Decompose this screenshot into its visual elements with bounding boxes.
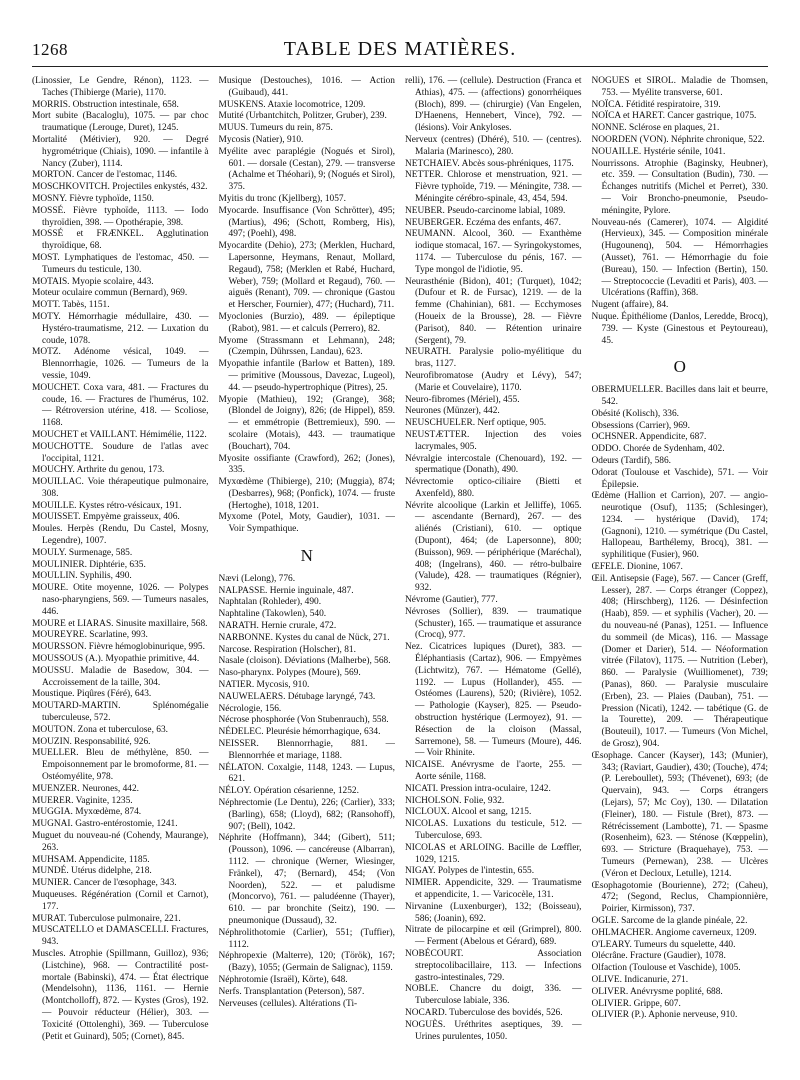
index-entry: Nerveuses (cellules). Altérations (Ti- [218, 998, 358, 1009]
index-entry: OBERMUELLER. Bacilles dans lait et beurre, 542. [591, 385, 768, 407]
index-entry: Nugent (affaire), 84. [591, 300, 669, 311]
index-entry: NICOLAS. Luxations du testicule, 512. — Tuberculose, 693. [405, 819, 582, 841]
index-entry: NICAISE. Anévrysme de l'aorte, 255. — Aorte sénile, 1168. [405, 760, 582, 783]
index-entry: Nez. Cicatrices lupiques (Duret), 383. — Éléphantiasis (Cartaz), 906. — Empyèmes (Lichtwitz), 767. — Hématome (Gellé), 1192. — Lupus (Hollander), 455. — Ostéomes (Laurens), 520; (Rivière), 1052. — Pathologie (Kayser), 825. — Pseudo-obstruction hystérique (Lermoyez), 91. — Résection de la cloison (Massal, Sarremone), 58. — Tumeurs (Moure), 446. — Voir Rhinite. [405, 642, 582, 759]
index-entry: Œdème (Hallion et Carrion), 207. — angio-neurotique (Osuf), 1135; (Schlesinger), 1234. — hystérique (David), 174; (Gagnoni), 1210. — symétrique (Du Castel, Hallopeau, Barthélemy, Brocq), 381. — syphilitique (Fusier), 960. [591, 491, 768, 561]
index-entry: Narcose. Respiration (Holscher), 81. [218, 644, 356, 655]
index-entry: OLIVIER (P.). Aphonie nerveuse, 910. [591, 1010, 738, 1021]
index-entry: MOUCHY. Arthrite du genou, 173. [32, 465, 165, 476]
index-entry: Névroses (Sollier), 839. — traumatique (Schuster), 165. — traumatique et assurance (Crocq), 977. [405, 606, 582, 641]
index-entry: Nécrose phosphorée (Von Stubenrauch), 558. [218, 715, 389, 726]
index-entry: MORTON. Cancer de l'estomac, 1146. [32, 170, 178, 181]
index-entry: MUERER. Vaginite, 1235. [32, 795, 133, 806]
index-entry: Névralgie intercostale (Chenouard), 192. — spermatique (Donath), 490. [405, 453, 582, 476]
index-entry: NICHOLSON. Folie, 932. [405, 795, 505, 806]
index-entry: Néphrotomie (Israël), Körte), 648. [218, 974, 348, 985]
index-entry: MOUILLAC. Voie thérapeutique pulmonaire, 308. [32, 477, 209, 499]
index-entry: Neurones (Münzer), 442. [405, 406, 500, 417]
index-entry: Nirvanine (Luxenburger), 132; (Boisseau), 586; (Joanin), 692. [405, 901, 582, 924]
index-entry: Myopie (Mathieu), 192; (Grange), 368; (Blondel de Joigny), 826; (de Hippel), 859. — et emmétropie (Bettremieux), 590. — scolaire (Motais), 443. — traumatique (Bouchart), 704. [218, 394, 395, 452]
index-entry: NEUSCHUELER. Nerf optique, 905. [405, 418, 547, 429]
index-entry: Muguet du nouveau-né (Cohendy, Maurange), 263. [32, 831, 209, 853]
index-entry: NARBONNE. Kystes du canal de Nück, 271. [218, 632, 390, 643]
index-entry: Mort subite (Bacaloglu), 1075. — par choc traumatique (Lerouge, Duret), 1245. [32, 111, 209, 134]
index-entry: NOGUÈS. Uréthrites aseptiques, 39. — Urines purulentes, 1050. [405, 1019, 582, 1042]
index-entry: Néphrectomie (Le Dentu), 226; (Carlier), 333; (Barling), 658; (Lloyd), 682; (Ransohoff), 907; (Bell), 1042. [218, 798, 395, 832]
index-entry: MOSNY. Fièvre typhoïde, 1150. [32, 193, 154, 204]
index-entry: Néphrite (Hoffmann), 344; (Gibert), 511; (Pousson), 1096. — cancéreuse (Albarran), 1112. — chronique (Werner, Wiesinger, Fränkel), 47; (Bernard), 454; (Von Noorden), 522. — et paludisme (Moncorvo), 761. — paludéenne (Thayer), 610. — par bronchite (Seitz), 190. — pneumonique (Dussaud), 32. [218, 833, 395, 926]
index-entry: MUGNAI. Gastro-entérostomie, 1241. [32, 819, 178, 830]
index-entry: MOUISSET. Empyème graisseux, 406. [32, 512, 180, 523]
index-entry: Odeurs (Tardif), 586. [591, 455, 672, 466]
index-entry: Névrome (Gautier), 777. [405, 595, 498, 606]
index-entry: MOULY. Surmenage, 585. [32, 547, 133, 558]
index-entry: NEURATH. Paralysie polio-myélitique du bras, 1127. [405, 347, 582, 370]
index-entry: Nuque. Épithéliome (Danlos, Leredde, Brocq), 739. — Kyste (Ginestous et Peytoureau), 45. [591, 311, 768, 346]
index-entry: Myocarde. Insuffisance (Von Schrötter), 495; (Martius), 496; (Schott, Romberg, His), 497; (Poehl), 498. [218, 205, 395, 240]
page-title: TABLE DES MATIÈRES. [283, 38, 517, 60]
index-entry: Nécrologie, 156. [218, 703, 282, 714]
index-entry: Myélite avec paraplégie (Nogués et Sirol), 601. — dorsale (Cestan), 279. — transverse (Achalme et Théohari), 9; (Nogués et Sirol), 375. [218, 146, 395, 193]
index-entry: Obsessions (Carrier), 969. [591, 420, 690, 431]
index-column-3 [405, 76, 582, 1066]
index-entry: Naphtaline (Takowlen), 540. [218, 609, 327, 620]
index-entry: Myome (Strassmann et Lehmann), 248; (Czempin, Dührssen, Landau), 623. [218, 335, 395, 358]
index-columns [32, 76, 768, 1066]
index-entry: Néphrolithotomie (Carlier), 551; (Tuffier), 1112. [218, 927, 395, 950]
index-entry: Névrite alcoolique (Larkin et Jelliffe), 1065. — ascendante (Bernard), 267. — des aliénés (Cristiani), 610. — optique (Dupont), 464; (de Lapersonne), 800; (Buisson), 969. — périphérique (Maréchal), 408; (Ingelrans), 460. — rétro-bulbaire (Valude), 428. — traumatiques (Régnier), 932. [405, 500, 582, 594]
index-entry: relli), 176. — (cellule). Destruction (Franca et Athias), 475. — (affections) gonorrhéiques (Bloch), 899. — (chirurgie) (Van Engelen, D'Haenens, Hennebert, Vince), 792. — (lésions). Voir Ankyloses. [405, 76, 582, 134]
index-entry: MUNIER. Cancer de l'œsophage, 343. [32, 878, 177, 889]
index-entry: Moteur oculaire commun (Bernard), 969. [32, 288, 188, 299]
index-entry: MOUTON. Zona et tuberculose, 63. [32, 724, 168, 735]
index-entry: NETTER. Chlorose et menstruation, 921. — Fièvre typhoïde, 719. — Méningite, 738. — Méningite cérébro-spinale, 43, 454, 594. [405, 170, 582, 204]
index-entry: Mycosis (Natier), 910. [218, 134, 304, 145]
index-entry: OLIVER. Anévrysme poplité, 688. [591, 986, 723, 997]
index-entry: Nitrate de pilocarpine et œil (Grimprel), 800. — Ferment (Abelous et Gérard), 689. [405, 925, 582, 948]
index-entry: Nourrissons. Atrophie (Baginsky, Heubner), etc. 359. — Consultation (Budin), 730. — Échanges nutritifs (Michel et Perret), 330. — Voir Broncho-pneumonie, Pseudo-méningite, Pylore. [591, 158, 768, 216]
index-entry: MOTZ. Adénome vésical, 1049. — Blennorrhagie, 1026. — Tumeurs de la vessie, 1049. [32, 347, 209, 381]
index-entry: Naphtalan (Rohleder), 490. [218, 597, 322, 608]
index-entry: Nerveux (centres) (Dhéré), 510. — (centres). Malaria (Marinesco), 280. [405, 134, 582, 157]
index-entry: Nerfs. Transplantation (Peterson), 587. [218, 986, 365, 997]
index-entry: NÉLATON. Coxalgie, 1148, 1243. — Lupus, 621. [218, 762, 395, 785]
index-entry: NIGAY. Polypes de l'intestin, 655. [405, 866, 535, 877]
index-entry: Myocardite (Dehio), 273; (Merklen, Huchard, Lapersonne, Heymans, Renaut, Mollard, Regaud), 758; (Merklen et Rabé, Huchard, Weber), 759; (Mollard et Regaud), 760. — aiguës (Renant), 709. — chronique (Gastou et Herscher, Fournier), 477; (Huchard), 711. [218, 241, 395, 311]
index-column-4 [592, 76, 769, 1066]
index-entry: Neurofibromatose (Audry et Lévy), 547; (Marie et Couvelaire), 1170. [405, 370, 582, 393]
index-entry: MOULINIER. Diphtérie, 635. [32, 559, 146, 570]
index-entry: NIMIER. Appendicite, 329. — Traumatisme et appendicite, 1. — Varicocèle, 131. [405, 878, 582, 900]
index-entry: MOULLIN. Syphilis, 490. [32, 571, 132, 582]
index-entry: MOURE et LIARAS. Sinusite maxillaire, 568. [32, 618, 208, 629]
index-entry: Naso-pharynx. Polypes (Moure), 569. [218, 668, 361, 679]
index-entry: Œsophage. Cancer (Kayser), 143; (Munier), 343; (Raviart, Gaudier), 430; (Touche), 474; (P. Lereboullet), 593; (Thévenet), 693; (de Quervain), 943. — Corps étrangers (Lejars), 57; Mc Coy), 130. — Dilatation (Fleiner), 180. — Fistule (Bret), 873. — Rétrécissement (Lambotte), 71. — Spasme (Rosenheim), 623. — Sténose (Kœppelin), 693. — Stricture (Braquehaye), 753. — Tumeurs (Pernewan), 238. — Ulcères (Véron et Decloux, Letulle), 1214. [591, 750, 768, 879]
index-entry: MOUILLE. Kystes rétro-vésicaux, 191. [32, 500, 182, 511]
index-entry: MOUCHOTTE. Soudure de l'atlas avec l'occipital, 1121. [32, 441, 209, 464]
index-entry: MOTT. Tabès, 1151. [32, 300, 110, 311]
index-entry: MOUREYRE. Scarlatine, 993. [32, 630, 148, 641]
index-entry: NOÏCA. Fétidité respiratoire, 319. [591, 99, 721, 110]
index-entry: MOSSÉ. Fièvre typhoïde, 1113. — Iodo thyroïdien, 398. — Opothérapie, 398. [32, 205, 209, 228]
index-entry: Myitis du tronc (Kjellberg), 1057. [218, 193, 346, 204]
index-entry: Odorat (Toulouse et Vaschide), 571. — Voir Épilepsie. [591, 467, 768, 490]
index-entry: MUSKENS. Ataxie locomotrice, 1209. [218, 99, 366, 110]
index-entry: Olécrâne. Fracture (Gaudier), 1078. [591, 951, 726, 962]
index-entry: NETCHAIEV. Abcès sous-phréniques, 1175. [405, 158, 574, 169]
index-entry: MOUTARD-MARTIN. Splénomégalie tuberculeuse, 572. [32, 701, 209, 724]
page-header [32, 38, 768, 64]
index-entry: Myxœdème (Thibierge), 210; (Muggia), 874; (Desbarres), 968; (Ponfick), 1074. — fruste (Hertoghe), 1018, 1201. [218, 477, 395, 511]
index-entry: Mortalité (Métivier), 920. — Degré hygrométrique (Chiais), 1090. — infantile à Nancy (Zuber), 1114. [32, 134, 209, 169]
index-entry: ODDO. Chorée de Sydenham, 402. [591, 444, 725, 455]
index-entry: Muqueuses. Régénération (Cornil et Carnot), 177. [32, 889, 209, 912]
index-entry: NEUBER. Pseudo-carcinome labial, 1089. [405, 205, 566, 216]
index-column-2 [219, 76, 396, 1066]
index-entry: MOUSSOUS (A.). Myopathie primitive, 44. [32, 654, 200, 665]
section-letter: O [673, 357, 686, 377]
index-column-1 [32, 76, 209, 1066]
index-entry: NÉDELEC. Pleurésie hémorrhagique, 634. [218, 727, 381, 738]
index-entry: Moules. Herpès (Rendu, Du Castel, Mosny, Legendre), 1007. [32, 524, 209, 547]
index-entry: Nasale (cloison). Déviations (Malherbe), 568. [218, 656, 391, 667]
index-entry: MUHSAM. Appendicite, 1185. [32, 854, 150, 865]
index-entry: Nouveau-nés (Camerer), 1074. — Algidité (Hervieux), 345. — Composition minérale (Hugounenq), 504. — Hémorrhagies (Ausset), 761. — Hémorrhagie du foie (Bureau), 150. — Infection (Bertin), 150. — Streptococcie (Levaditi et Paris), 403. — Ulcérations (Raffin), 368. [591, 217, 768, 299]
index-entry: NAUWELAERS. Détubage laryngé, 743. [218, 691, 376, 702]
index-entry: Myxome (Potel, Moty, Gaudier), 1031. — Voir Sympathique. [218, 512, 395, 535]
index-entry: MOURE. Otite moyenne, 1026. — Polypes naso-pharyngiens, 569. — Tumeurs nasales, 446. [32, 583, 209, 617]
index-entry: NEUSTÆTTER. Injection des voies lacrymales, 905. [405, 429, 582, 452]
index-entry: Myopathie infantile (Barlow et Batten), 189. — primitive (Moussous, Davezac, Lugeol), 44. — pseudo-hypertrophique (Pitres), 25. [218, 359, 395, 393]
index-entry: OGLE. Sarcome de la glande pinéale, 22. [591, 915, 748, 926]
index-entry: MOUCHET. Coxa vara, 481. — Fractures du coude, 16. — Fractures de l'humérus, 102. — Rétroversion utérine, 418. — Scoliose, 1168. [32, 382, 209, 429]
index-entry: MOURSSON. Fièvre hémoglobinurique, 995. [32, 642, 205, 653]
index-entry: MOSCHKOVITCH. Projectiles enkystés, 432. [32, 182, 208, 193]
index-entry: Néphropexie (Malterre), 120; (Török), 167; (Bazy), 1055; (Germain de Salignac), 1159. [218, 951, 395, 974]
page-number: 1268 [32, 40, 68, 59]
index-entry: Œil. Antisepsie (Fage), 567. — Cancer (Greff, Lesser), 287. — Corps étranger (Coppez), 408; (Hirschberg), 1126. — Désinfection (Haab), 859. — et syphilis (Vacher), 20. — du nouveau-né (Panas), 1251. — Influence du sommeil (de Micas), 116. — Massage (Domer et Darier), 514. — Néoformation vitrée (Filatov), 1175. — Nutrition (Leber), 860. — Paralysie (Wuilliomenet), 739; (Panas), 860. — Paralysie musculaire (Erben), 23. — Plaies (Dauban), 751. — Pression (Nicati), 1242. — tabétique (G. de la Tourette), 209. — Thérapeutique (Bouteuil), 1017. — Tumeurs (Von Michel, de Grosz), 904. [591, 573, 768, 750]
index-entry: NOGUÈS et SIROL. Maladie de Thomsen, 753. — Myélite transverse, 601. [591, 76, 768, 98]
index-entry: MOST. Lymphatiques de l'estomac, 450. — Tumeurs du testicule, 130. [32, 252, 209, 275]
index-entry: NEUBERGER. Eczéma des enfants, 467. [405, 217, 561, 228]
index-entry: NOBÉCOURT. Association streptocolibacillaire, 113. — Infections gastro-intestinales, 729. [405, 948, 582, 983]
index-entry: MURAT. Tuberculose pulmonaire, 221. [32, 913, 181, 924]
index-entry: NOCARD. Tuberculose des bovidés, 526. [405, 1007, 563, 1018]
index-entry: NOBLE. Chancre du doigt, 336. — Tuberculose labiale, 336. [405, 984, 582, 1007]
index-entry: OLIVIER. Grippe, 607. [591, 998, 681, 1009]
index-entry: OLIVE. Indicanurie, 271. [591, 974, 689, 985]
index-entry: Moustique. Piqûres (Féré), 643. [32, 689, 152, 700]
index-entry: MUELLER. Bleu de méthylène, 850. — Empoisonnement par le bromoforme, 81. — Ostéomyélite, 978. [32, 748, 209, 783]
index-entry: MOSSÉ et FRÆNKEL. Agglutination thyroïdique, 68. [32, 229, 209, 252]
index-entry: NEISSER. Blennorrhagie, 881. — Blennorrhée et mariage, 1188. [218, 739, 395, 761]
index-entry: MOUCHET et VAILLANT. Hémimélie, 1122. [32, 429, 207, 440]
index-entry: NICATI. Pression intra-oculaire, 1242. [405, 783, 551, 794]
index-entry: Nævi (Lelong), 776. [218, 573, 296, 584]
index-entry: NONNE. Sclérose en plaques, 21. [591, 123, 720, 134]
index-entry: O'LEARY. Tumeurs du squelette, 440. [591, 939, 736, 950]
index-entry: Neuro-fibromes (Mériel), 455. [405, 394, 520, 405]
index-entry: MUSCATELLO et DAMASCELLI. Fractures, 943. [32, 925, 209, 948]
index-entry: MOTY. Hémorrhagie médullaire, 430. — Hystéro-traumatisme, 212. — Luxation du coude, 1078. [32, 311, 209, 346]
index-entry: (Linossier, Le Gendre, Rénon), 1123. — Taches (Thibierge (Marie), 1170. [32, 76, 209, 98]
index-entry: NOÏCA et HARET. Cancer gastrique, 1075. [591, 111, 757, 122]
index-entry: MORRIS. Obstruction intestinale, 658. [32, 99, 179, 110]
index-entry: NICLOUX. Alcool et sang, 1215. [405, 807, 532, 818]
index-entry: NEUMANN. Alcool, 360. — Exanthème iodique stomacal, 167. — Syringokystomes, 1174. — Tuberculose du pénis, 167. — Type mongol de l'idiotie, 95. [405, 229, 582, 275]
index-entry: Myosite ossifiante (Crawford), 262; (Jones), 335. [218, 453, 395, 476]
index-entry: NOUAILLE. Hystérie sénile, 1041. [591, 146, 726, 157]
index-entry: MUUS. Tumeurs du rein, 875. [218, 123, 333, 134]
index-entry: Obésité (Kolisch), 336. [591, 408, 679, 419]
index-entry: NICOLAS et ARLOING. Bacille de Lœffler, 1029, 1215. [405, 842, 582, 865]
index-entry: MUGGIA. Myxœdème, 874. [32, 807, 142, 818]
index-entry: ŒFELE. Dionine, 1067. [591, 562, 683, 573]
index-entry: MOUSSU. Maladie de Basedow, 304. — Accroissement de la taille, 304. [32, 665, 209, 688]
index-entry: OCHSNER. Appendicite, 687. [591, 432, 707, 443]
index-entry: MUNDÉ. Utérus didelphe, 218. [32, 866, 152, 877]
index-entry: OHLMACHER. Angiome caverneux, 1209. [591, 927, 757, 938]
index-entry: MOUZIN. Responsabilité, 926. [32, 736, 151, 747]
section-letter: N [300, 546, 313, 566]
index-entry: Myoclonies (Burzio), 489. — épileptique (Rabot), 981. — et calculs (Perrero), 82. [218, 311, 395, 334]
index-entry: Mutité (Urbantchitch, Politzer, Gruber), 239. [218, 111, 387, 122]
index-entry: Neurasthénie (Bidon), 401; (Turquet), 1042; (Dufour et R. de Fursac), 1219. — de la femme (Chahinian), 681. — Ecchymoses (Houeix de la Brousse), 28. — Fièvre (Parisot), 840. — Rétention urinaire (Sergent), 79. [405, 276, 582, 346]
index-entry: Œsophagotomie (Bourienne), 272; (Caheu), 472; (Segond, Reclus, Championnière, Poirier, Kirmisson), 737. [591, 880, 768, 915]
index-entry: MOTAIS. Myopie scolaire, 443. [32, 276, 154, 287]
index-entry: Névrectomie optico-ciliaire (Bietti et Axenfeld), 880. [405, 477, 582, 499]
index-entry: NARATH. Hernie crurale, 472. [218, 621, 337, 632]
index-entry: MUENZER. Neurones, 442. [32, 783, 140, 794]
index-entry: Muscles. Atrophie (Spillmann, Guilloz), 936; (Listchine), 968. — Contractilité post-mortale (Babinski), 474. — État électrique (Mendelsohn), 1136, 1161. — Hernie (Montcholloff), 872. — Kystes (Gros), 192. — Pouvoir réducteur (Hélier), 303. — Toxicité (Ottolenghi), 369. — Tuberculose (Petit et Guinard), 505; (Cornet), 845. [32, 948, 209, 1042]
index-entry: NÉLOY. Opération césarienne, 1252. [218, 786, 359, 797]
index-entry: Musique (Destouches), 1016. — Action (Guibaud), 441. [218, 76, 395, 98]
index-entry: NALPASSE. Hernie inguinale, 487. [218, 585, 354, 596]
index-entry: NOORDEN (VON). Néphrite chronique, 522. [591, 134, 765, 145]
index-entry: NATIER. Mycosis, 910. [218, 680, 310, 691]
header-rule [32, 66, 768, 67]
index-entry: Olfaction (Toulouse et Vaschide), 1005. [591, 963, 741, 974]
